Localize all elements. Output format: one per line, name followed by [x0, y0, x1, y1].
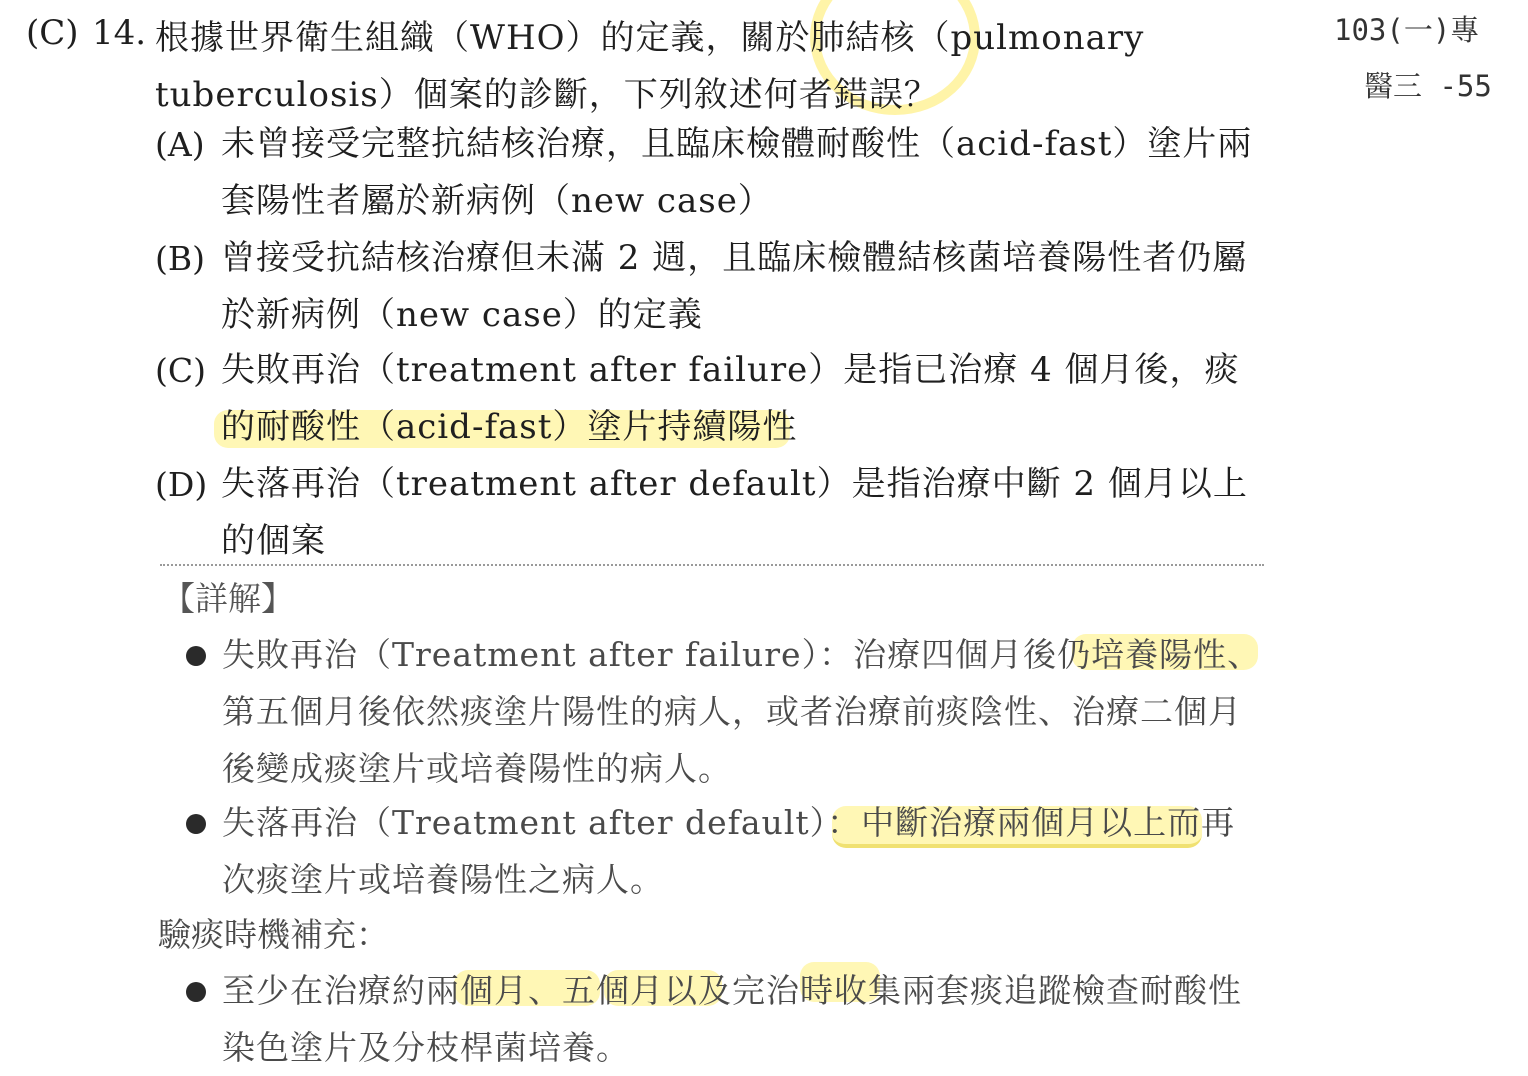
explanation-bullet-default: 失落再治（Treatment after default）：中斷治療兩個月以上而再次痰塗片或培養陽性之病人。 — [222, 803, 1236, 899]
option-b-letter: (B) — [155, 239, 205, 278]
option-a-letter: (A) — [155, 125, 205, 164]
question-number: 14. — [92, 13, 147, 53]
explanation-title: 【詳解】 — [162, 579, 294, 618]
option-c-text: 失敗再治（treatment after failure）是指已治療 4 個月後，痰的耐酸性（acid-fast）塗片持續陽性 — [221, 350, 1240, 447]
option-b-text: 曾接受抗結核治療但未滿 2 週，且臨床檢體結核菌培養陽性者仍屬於新病例（new case）的定義 — [221, 238, 1248, 335]
supplement-bullet-sputum-timing: 至少在治療約兩個月、五個月以及完治時收集兩套痰追蹤檢查耐酸性染色塗片及分枝桿菌培養。 — [222, 971, 1242, 1067]
bullet-icon — [186, 982, 206, 1002]
supplement-title: 驗痰時機補充： — [158, 915, 389, 954]
option-d-text: 失落再治（treatment after default）是指治療中斷 2 個月以上的個案 — [221, 464, 1248, 561]
option-d-letter: (D) — [155, 465, 208, 504]
option-a-text: 未曾接受完整抗結核治療，且臨床檢體耐酸性（acid-fast）塗片兩套陽性者屬於新病例（new case） — [221, 124, 1253, 221]
exam-source-code: 103(一)專 — [1334, 13, 1480, 47]
option-c-letter: (C) — [155, 351, 206, 390]
question-stem: 根據世界衛生組織（WHO）的定義，關於肺結核（pulmonary tuberculosis）個案的診斷，下列敘述何者錯誤？ — [155, 18, 1145, 115]
explanation-bullet-failure: 失敗再治（Treatment after failure）：治療四個月後仍培養陽性、第五個月後依然痰塗片陽性的病人，或者治療前痰陰性、治療二個月後變成痰塗片或培養陽性的病人。 — [222, 635, 1262, 788]
bullet-icon — [186, 814, 206, 834]
answer-key: (C) — [26, 13, 79, 53]
exam-source-page: 醫三 -55 — [1364, 69, 1492, 103]
bullet-icon — [186, 646, 206, 666]
section-divider — [160, 564, 1264, 566]
